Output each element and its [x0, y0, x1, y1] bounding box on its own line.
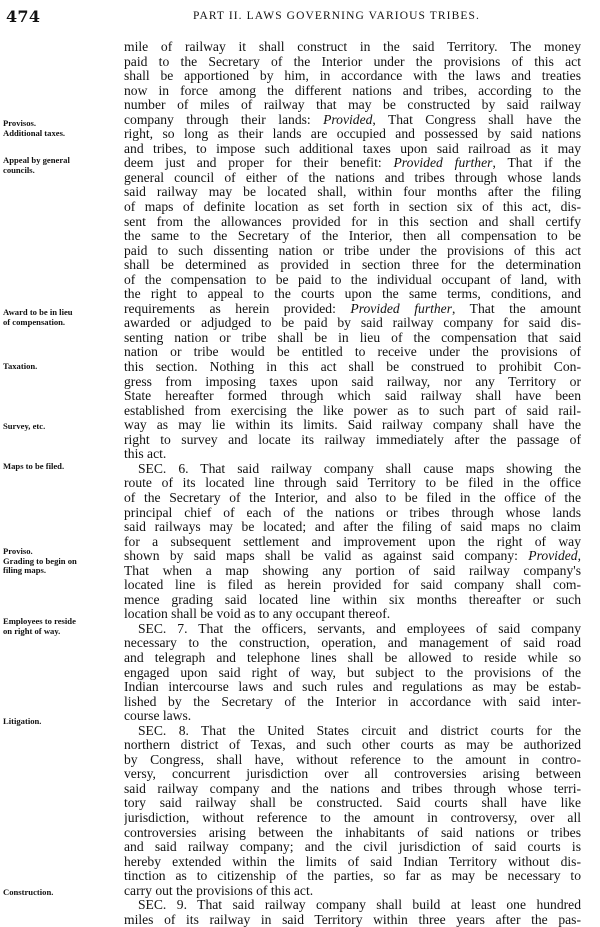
margin-note-line: Employees to reside [3, 616, 76, 626]
body-line: and telegraph and telephone lines shall be allowed to reside while so [124, 650, 581, 665]
body-line: and said railway company; and the civil jurisdiction of said courts is [124, 840, 581, 855]
margin-note-line: Maps to be filed. [3, 461, 65, 471]
body-line: paid to the Secretary of the Interior under the provisions of this act [124, 54, 581, 69]
body-line: senting nation or tribe shall be in lieu of the compensation that said [124, 330, 581, 345]
body-line: hereby extended within the limits of said Indian Territory without dis- [124, 854, 581, 869]
body-line: awarded or adjudged to be paid by said railway company for said dis- [124, 316, 581, 331]
body-line: and tribes, to impose such additional taxes upon said railroad as it may [124, 141, 581, 156]
body-line: route of its located line through said Territory to be filed in the office [124, 476, 581, 491]
body-line: now in force among the different nations and tribes, according to the [124, 83, 581, 98]
margin-note-line: Grading to begin on [3, 555, 77, 566]
body-line: said railways may be located; and after the filing of said maps no claim [124, 520, 581, 535]
body-line: miles of its railway in said Territory within three years after the pas- [124, 912, 581, 927]
margin-note-line: Award to be in lieu [3, 307, 73, 317]
body-line: number of miles of railway that may be constructed by said railway [124, 98, 581, 113]
margin-note-line: filing maps. [3, 565, 46, 576]
margin-note-line: Appeal by general [3, 155, 70, 165]
body-line: mence grading said located line within six months thereafter or such [124, 592, 581, 607]
body-line: mile of railway it shall construct in the said Territory. The money [124, 40, 581, 54]
body-line: SEC. 8. That the United States circuit and district courts for the [138, 723, 581, 738]
body-line: That when a map showing any portion of said railway company's [124, 563, 581, 578]
body-line: shall be apportioned by him, in accordance with the laws and treaties [124, 69, 581, 84]
margin-notes [0, 0, 122, 925]
body-line: nation or tribe would be entitled to receive under the provisions of [124, 345, 581, 360]
page-number: 474 [6, 7, 41, 26]
body-line: company through their lands: Provided, That Congress shall have the [124, 112, 581, 127]
margin-note-line: Survey, etc. [3, 421, 46, 431]
italic-proviso: Provided [323, 112, 373, 127]
body-line: paid to such dissenting nation or tribe under the provisions of this act [124, 243, 581, 258]
body-line: controversies arising between the inhabitants of said nations or tribes [124, 825, 581, 840]
body-line: this section. Nothing in this act shall be construed to prohibit Con- [124, 360, 581, 375]
body-line: of the compensation to be paid to the individual occupant of land, with [124, 272, 581, 287]
body-line: SEC. 9. That said railway company shall build at least one hundred [138, 898, 581, 913]
body-line: lished by the Secretary of the Interior in accordance with said inter- [124, 694, 581, 709]
body-line: shall be determined as provided in section three for the determination [124, 258, 581, 273]
margin-note-line: Provisos. [3, 118, 37, 128]
body-line: deem just and proper for their benefit: Provided further, That if the [124, 156, 581, 171]
running-head: PART II. LAWS GOVERNING VARIOUS TRIBES. [193, 10, 480, 22]
body-line: tory said railway shall be constructed. Said courts shall have like [124, 796, 581, 811]
body-line: requirements as herein provided: Provided further, That the amount [124, 301, 581, 316]
body-line: SEC. 6. That said railway company shall cause maps showing the [138, 461, 581, 476]
body-line: said railway company and the nations and tribes through whose terri- [124, 781, 581, 796]
body-line: State hereafter formed through which said railway shall have been [124, 389, 581, 404]
body-line: location shall be void as to any occupant thereof. [124, 607, 391, 622]
body-line: established from exercising the like power as to such part of said rail- [124, 403, 581, 418]
body-line: jurisdiction, without reference to the amount in controversy, over all [124, 810, 581, 825]
margin-note-line: Taxation. [3, 361, 38, 371]
margin-note-line: Litigation. [3, 716, 42, 726]
margin-note-line: on right of way. [3, 625, 61, 636]
italic-proviso: Provided [528, 549, 578, 564]
body-text [124, 40, 581, 927]
body-line: of the Secretary of the Interior, and also to be filed in the office of the [124, 490, 581, 505]
body-line: versy, concurrent jurisdiction over all controversies arising between [124, 767, 581, 782]
body-line: located line is filed as herein provided for said company shall com- [124, 578, 581, 593]
body-line: right, so long as their lands are occupied and possessed by said nations [124, 127, 581, 142]
body-line: this act. [124, 447, 167, 462]
body-line: course laws. [124, 709, 192, 724]
body-line: way as may lie within its limits. Said railway company shall have the [124, 418, 581, 433]
body-line: sent from the allowances provided for in this section and shall certify [124, 214, 581, 229]
body-line: carry out the provisions of this act. [124, 883, 314, 898]
body-line: right to survey and locate its railway immediately after the passage of [124, 432, 581, 447]
body-line: for a subsequent settlement and improvement upon the right of way [124, 534, 581, 549]
italic-proviso: Provided further [393, 156, 493, 171]
italic-proviso: Provided further [350, 301, 453, 316]
body-line: said railway may be located shall, within four months after the filing [124, 185, 581, 200]
margin-note-line: Additional taxes. [3, 127, 66, 138]
margin-note-line: Construction. [3, 887, 54, 897]
body-line: the same to the Secretary of the Interior, then all compensation to be [124, 229, 581, 244]
margin-note-line: councils. [3, 164, 35, 175]
body-line: necessary to the construction, operation, and management of said road [124, 636, 581, 651]
body-line: gress from imposing taxes upon said railway, nor any Territory or [124, 374, 581, 389]
margin-note-line: Proviso. [3, 546, 33, 556]
body-line: general council of either of the nations and tribes through whose lands [124, 170, 581, 185]
body-line: the right to appeal to the courts upon the same terms, conditions, and [124, 287, 581, 302]
body-line: shown by said maps shall be valid as against said company: Provided, [124, 549, 581, 564]
body-line: engaged upon said right of way, but subject to the provisions of the [124, 665, 581, 680]
body-line: Indian intercourse laws and such rules and regulations as may be estab- [124, 680, 581, 695]
body-line: SEC. 7. That the officers, servants, and employees of said company [138, 621, 581, 636]
body-line: tinction as to citizenship of the parties, so far as may be necessary to [124, 869, 581, 884]
body-line: northern district of Texas, and such other courts as may be authorized [124, 738, 581, 753]
body-line: principal chief of each of the nations or tribes through whose lands [124, 505, 581, 520]
margin-note-line: of compensation. [3, 316, 66, 327]
body-line: of maps of definite location as set forth in section six of this act, dis- [124, 200, 581, 215]
body-line: by Congress, shall have, without reference to the amount in contro- [124, 752, 581, 767]
